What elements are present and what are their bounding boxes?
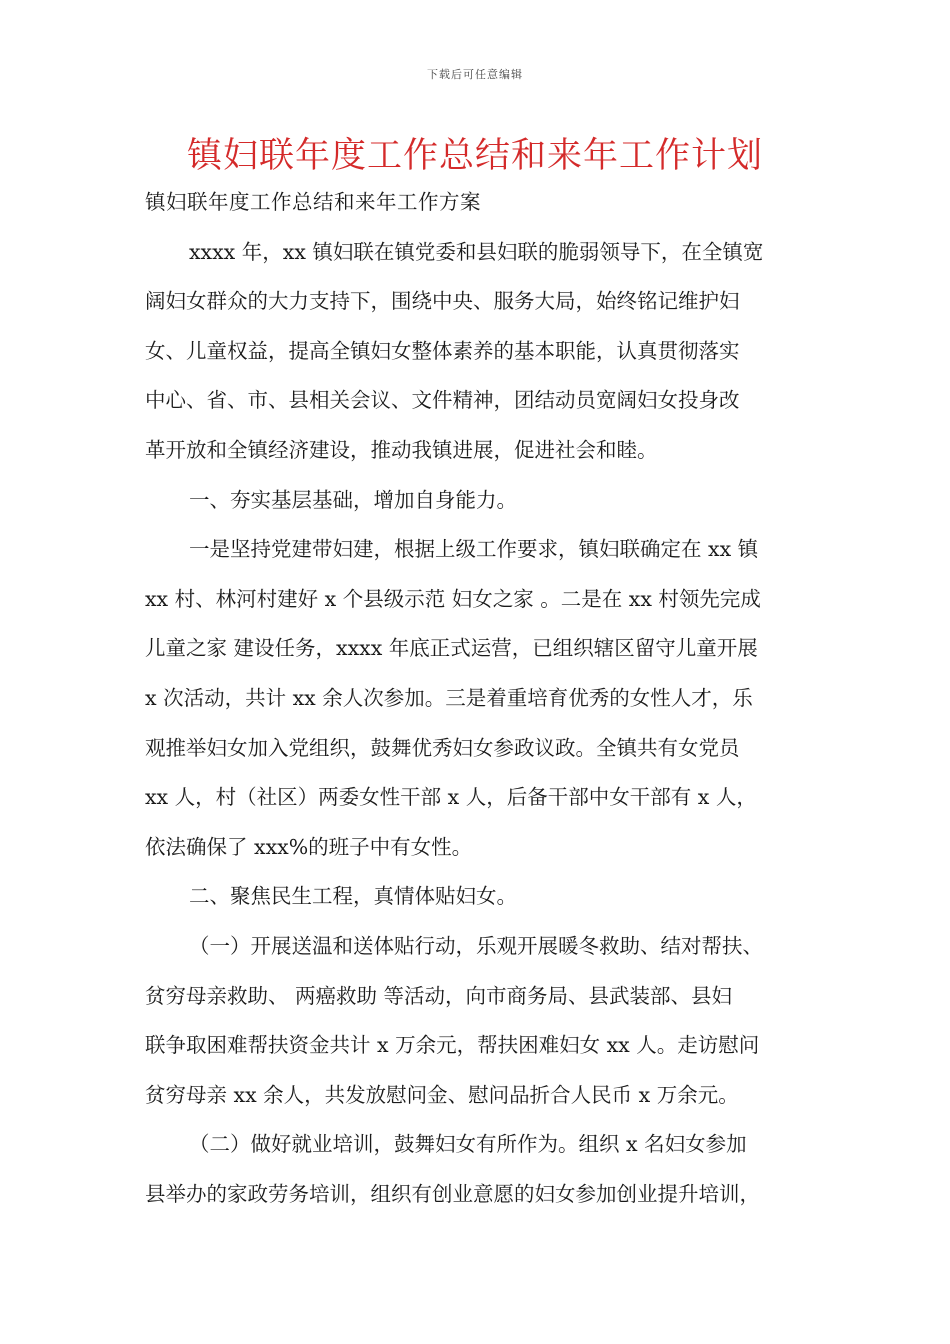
document-body bbox=[145, 182, 830, 1223]
paragraph-line: （二）做好就业培训，鼓舞妇女有所作为。组织 x 名妇女参加 bbox=[189, 1132, 747, 1157]
paragraph-line: 联争取困难帮扶资金共计 x 万余元，帮扶困难妇女 xx 人。走访慰问 bbox=[145, 1033, 760, 1058]
paragraph-line: 一是坚持党建带妇建，根据上级工作要求，镇妇联确定在 xx 镇 bbox=[189, 537, 759, 562]
section-heading: 二、聚焦民生工程，真情体贴妇女。 bbox=[189, 884, 517, 909]
paragraph-line: xx 人，村（社区）两委女性干部 x 人，后备干部中女干部有 x 人， bbox=[145, 785, 757, 810]
paragraph-line: 女、儿童权益，提高全镇妇女整体素养的基本职能，认真贯彻落实 bbox=[145, 338, 740, 363]
page-header-watermark: 下载后可任意编辑 bbox=[427, 68, 523, 81]
paragraph-line: 贫穷母亲 xx 余人，共发放慰问金、慰问品折合人民币 x 万余元。 bbox=[145, 1082, 739, 1107]
paragraph-line: 县举办的家政劳务培训，组织有创业意愿的妇女参加创业提升培训， bbox=[145, 1181, 760, 1206]
document-subtitle: 镇妇联年度工作总结和来年工作方案 bbox=[145, 190, 481, 214]
paragraph-line: 儿童之家 建设任务，xxxx 年底正式运营，已组织辖区留守儿童开展 bbox=[145, 636, 758, 661]
paragraph-line: x 次活动，共计 xx 余人次参加。三是着重培育优秀的女性人才，乐 bbox=[145, 685, 753, 710]
paragraph-line: 依法确保了 xxx%的班子中有女性。 bbox=[145, 834, 473, 859]
paragraph-line: 革开放和全镇经济建设，推动我镇进展，促进社会和睦。 bbox=[145, 437, 658, 462]
paragraph-line: 观推举妇女加入党组织，鼓舞优秀妇女参政议政。全镇共有女党员 bbox=[145, 735, 740, 760]
paragraph-line: xx 村、林河村建好 x 个县级示范 妇女之家 。二是在 xx 村领先完成 bbox=[145, 586, 761, 611]
paragraph-line: 阔妇女群众的大力支持下，围绕中央、服务大局，始终铭记维护妇 bbox=[145, 289, 740, 314]
document-title: 镇妇联年度工作总结和来年工作计划 bbox=[186, 136, 763, 176]
paragraph-line: 贫穷母亲救助、 两癌救助 等活动，向市商务局、县武装部、县妇 bbox=[145, 983, 733, 1008]
section-heading: 一、夯实基层基础，增加自身能力。 bbox=[189, 487, 517, 512]
paragraph-line: （一）开展送温和送体贴行动，乐观开展暖冬救助、结对帮扶、 bbox=[189, 933, 763, 958]
paragraph-line: xxxx 年，xx 镇妇联在镇党委和县妇联的脆弱领导下，在全镇宽 bbox=[189, 239, 764, 264]
paragraph-line: 中心、省、市、县相关会议、文件精神，团结动员宽阔妇女投身改 bbox=[145, 388, 740, 413]
